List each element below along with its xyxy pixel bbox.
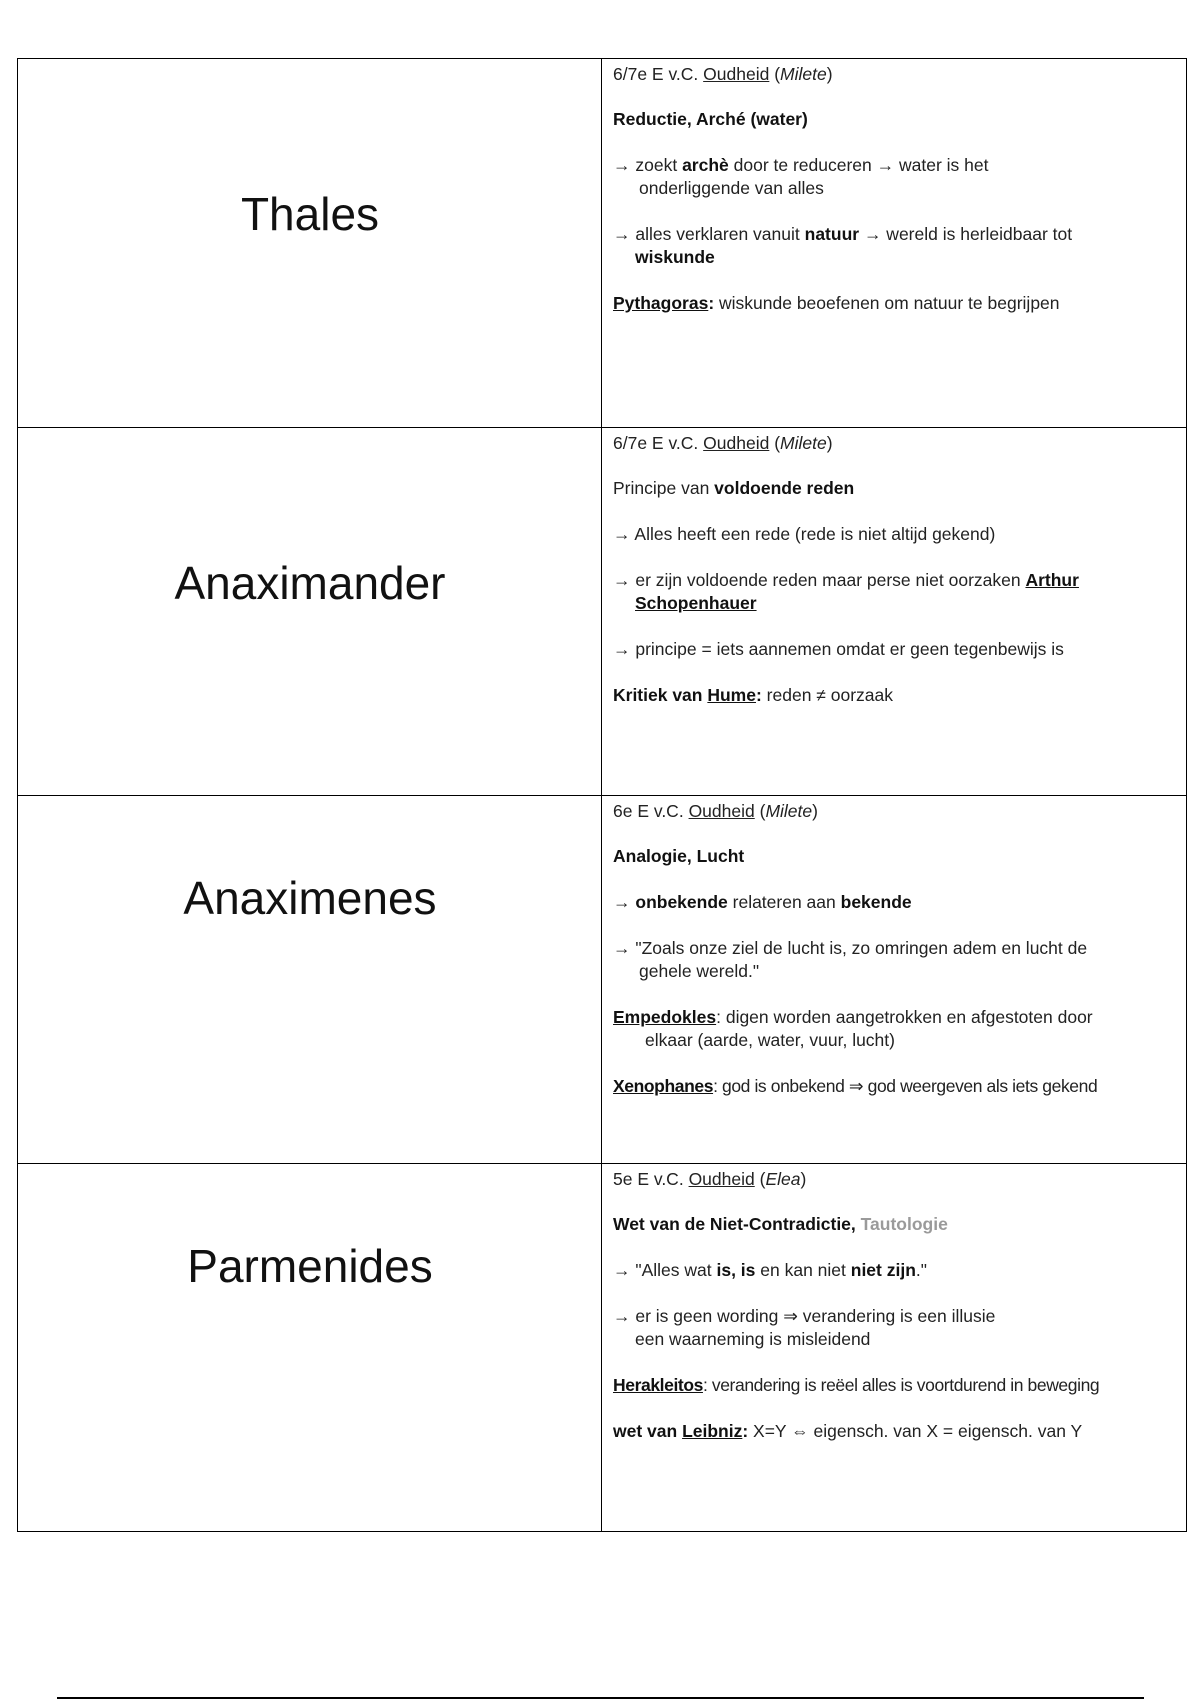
- place: Milete: [780, 433, 827, 453]
- note-line: → er zijn voldoende reden maar perse niet oorzaken Arthur Schopenhauer: [613, 570, 1079, 613]
- footer-divider: [57, 1697, 1144, 1699]
- note-line: → zoekt archè door te reduceren → water is het onderliggende van alles: [613, 155, 989, 198]
- note-line: → alles verklaren vanuit natuur → wereld is herleidbaar tot wiskunde: [613, 224, 1073, 267]
- card-front: [18, 59, 602, 427]
- note-line: Kritiek van Hume: reden ≠ oorzaak: [613, 685, 894, 705]
- philosopher-name: Anaximander: [174, 557, 446, 609]
- philosopher-name: Parmenides: [187, 1240, 433, 1292]
- era: Oudheid: [688, 801, 755, 821]
- date-line: 6/7e E v.C. Oudheid (Milete): [613, 64, 833, 84]
- era: Oudheid: [703, 433, 770, 453]
- place: Milete: [765, 801, 813, 821]
- card-front: [18, 1164, 602, 1531]
- era: Oudheid: [688, 1169, 755, 1189]
- note-line: Xenophanes: god is onbekend ⇒ god weergeven als iets gekend: [613, 1076, 1098, 1096]
- card-back: [602, 1164, 1186, 1531]
- note-line: → onbekende relateren aan bekende: [613, 892, 912, 912]
- note-line: → Alles heeft een rede (rede is niet altijd gekend): [613, 524, 996, 544]
- note-line: Herakleitos: verandering is reëel alles is voortdurend in beweging: [613, 1375, 1100, 1395]
- card-row-parmenides: [18, 1163, 1186, 1531]
- date-line: 6/7e E v.C. Oudheid (Milete): [613, 433, 833, 453]
- philosopher-name: Thales: [240, 188, 380, 240]
- card-back: [602, 796, 1186, 1163]
- note-line: → "Alles wat is, is en kan niet niet zijn.": [613, 1260, 927, 1280]
- date: 6/7e E v.C.: [613, 64, 699, 84]
- date-line: 5e E v.C. Oudheid (Elea): [613, 1169, 807, 1189]
- note-line: Pythagoras: wiskunde beoefenen om natuur te begrijpen: [613, 293, 1060, 313]
- card-row-thales: [18, 59, 1186, 427]
- card-front: [18, 428, 602, 795]
- place: Elea: [765, 1169, 801, 1189]
- note-line: → er is geen wording ⇒ verandering is een illusie een waarneming is misleidend: [613, 1306, 996, 1349]
- card-back: [602, 59, 1186, 427]
- flashcard-table: [17, 58, 1187, 1532]
- date: 6/7e E v.C.: [613, 433, 699, 453]
- date: 5e E v.C.: [613, 1169, 684, 1189]
- note-line: → principe = iets aannemen omdat er geen tegenbewijs is: [613, 639, 1064, 659]
- card-title: Wet van de Niet-Contradictie, Tautologie: [613, 1214, 948, 1234]
- era: Oudheid: [703, 64, 770, 84]
- card-title: Principe van voldoende reden: [613, 478, 855, 498]
- card-back: [602, 428, 1186, 795]
- note-line: Empedokles: digen worden aangetrokken en afgestoten door elkaar (aarde, water, vuur, lucht): [613, 1007, 1093, 1050]
- card-row-anaximenes: [18, 795, 1186, 1163]
- date: 6e E v.C.: [613, 801, 684, 821]
- date-line: 6e E v.C. Oudheid (Milete): [613, 801, 818, 821]
- card-row-anaximander: [18, 427, 1186, 795]
- note-line: wet van Leibniz: X=Y ⇔ eigensch. van X = eigensch. van Y: [613, 1421, 1083, 1441]
- note-line: → "Zoals onze ziel de lucht is, zo omringen adem en lucht de gehele wereld.": [613, 938, 1088, 981]
- card-title: Analogie, Lucht: [613, 846, 745, 866]
- philosopher-name: Anaximenes: [183, 872, 437, 924]
- card-front: [18, 796, 602, 1163]
- card-title: Reductie, Arché (water): [613, 109, 808, 129]
- place: Milete: [780, 64, 827, 84]
